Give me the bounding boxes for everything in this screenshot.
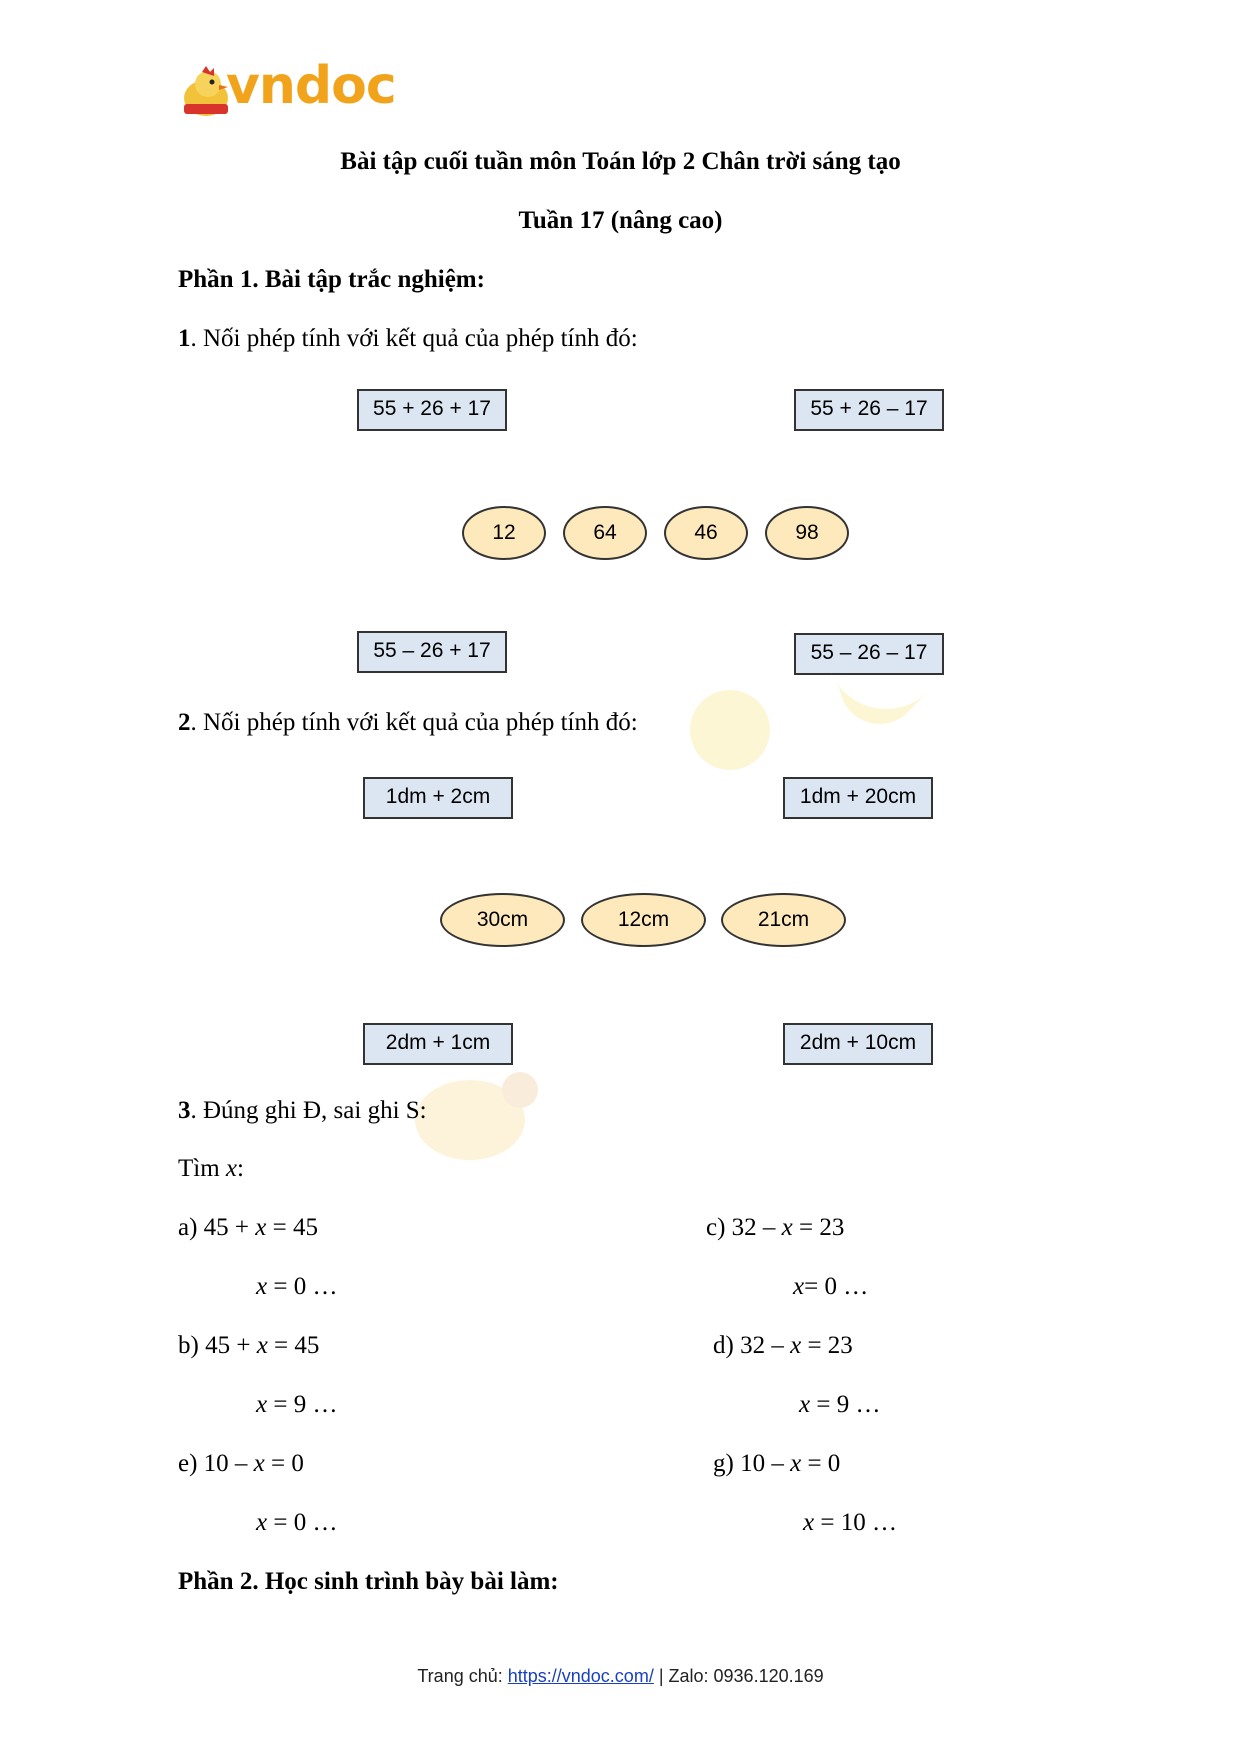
q3-item-d-answer: x = 9 … (799, 1391, 881, 1418)
q1-result-2: 64 (563, 506, 647, 560)
q1-result-4: 98 (765, 506, 849, 560)
q3-item-c-answer: x= 0 … (793, 1273, 869, 1300)
q1-box-1: 55 + 26 + 17 (357, 389, 507, 431)
footer (0, 1666, 1241, 1687)
q3-item-g-answer: x = 10 … (803, 1509, 897, 1536)
q2-result-1: 30cm (440, 893, 565, 947)
q3-item-e: e) 10 – x = 0 (178, 1450, 304, 1477)
logo (178, 56, 408, 124)
q1-box-3: 55 – 26 + 17 (357, 631, 507, 673)
q2-box-4: 2dm + 10cm (783, 1023, 933, 1065)
q3-find: Tìm x: (178, 1155, 244, 1182)
q1-prompt: 1. Nối phép tính với kết quả của phép tính đó: (178, 325, 638, 352)
part2-heading: Phần 2. Học sinh trình bày bài làm: (178, 1568, 559, 1595)
q1-box-4: 55 – 26 – 17 (794, 633, 944, 675)
footer-contact: | Zalo: 0936.120.169 (653, 1666, 824, 1686)
q2-result-3: 21cm (721, 893, 846, 947)
page-title: Bài tập cuối tuần môn Toán lớp 2 Chân trời sáng tạo (340, 148, 901, 175)
q1-result-3: 46 (664, 506, 748, 560)
q3-item-a-answer: x = 0 … (256, 1273, 338, 1300)
q3-item-d: d) 32 – x = 23 (713, 1332, 853, 1359)
q1-result-1: 12 (462, 506, 546, 560)
page-subtitle: Tuần 17 (nâng cao) (518, 207, 723, 234)
footer-link[interactable]: https://vndoc.com/ (507, 1666, 654, 1686)
q3-item-b: b) 45 + x = 45 (178, 1332, 320, 1359)
watermark-logo-icon (680, 650, 940, 770)
part1-heading: Phần 1. Bài tập trắc nghiệm: (178, 266, 485, 293)
q1-box-2: 55 + 26 – 17 (794, 389, 944, 431)
q2-result-2: 12cm (581, 893, 706, 947)
q3-item-e-answer: x = 0 … (256, 1509, 338, 1536)
footer-prefix: Trang chủ: (417, 1666, 508, 1686)
logo-text: vndoc (226, 56, 396, 116)
q3-item-c: c) 32 – x = 23 (706, 1214, 845, 1241)
q2-box-2: 1dm + 20cm (783, 777, 933, 819)
q2-prompt: 2. Nối phép tính với kết quả của phép tính đó: (178, 709, 638, 736)
q3-item-a: a) 45 + x = 45 (178, 1214, 318, 1241)
q3-prompt: 3. Đúng ghi Đ, sai ghi S: (178, 1097, 427, 1124)
q2-box-3: 2dm + 1cm (363, 1023, 513, 1065)
q3-item-b-answer: x = 9 … (256, 1391, 338, 1418)
q2-box-1: 1dm + 2cm (363, 777, 513, 819)
q3-item-g: g) 10 – x = 0 (713, 1450, 841, 1477)
